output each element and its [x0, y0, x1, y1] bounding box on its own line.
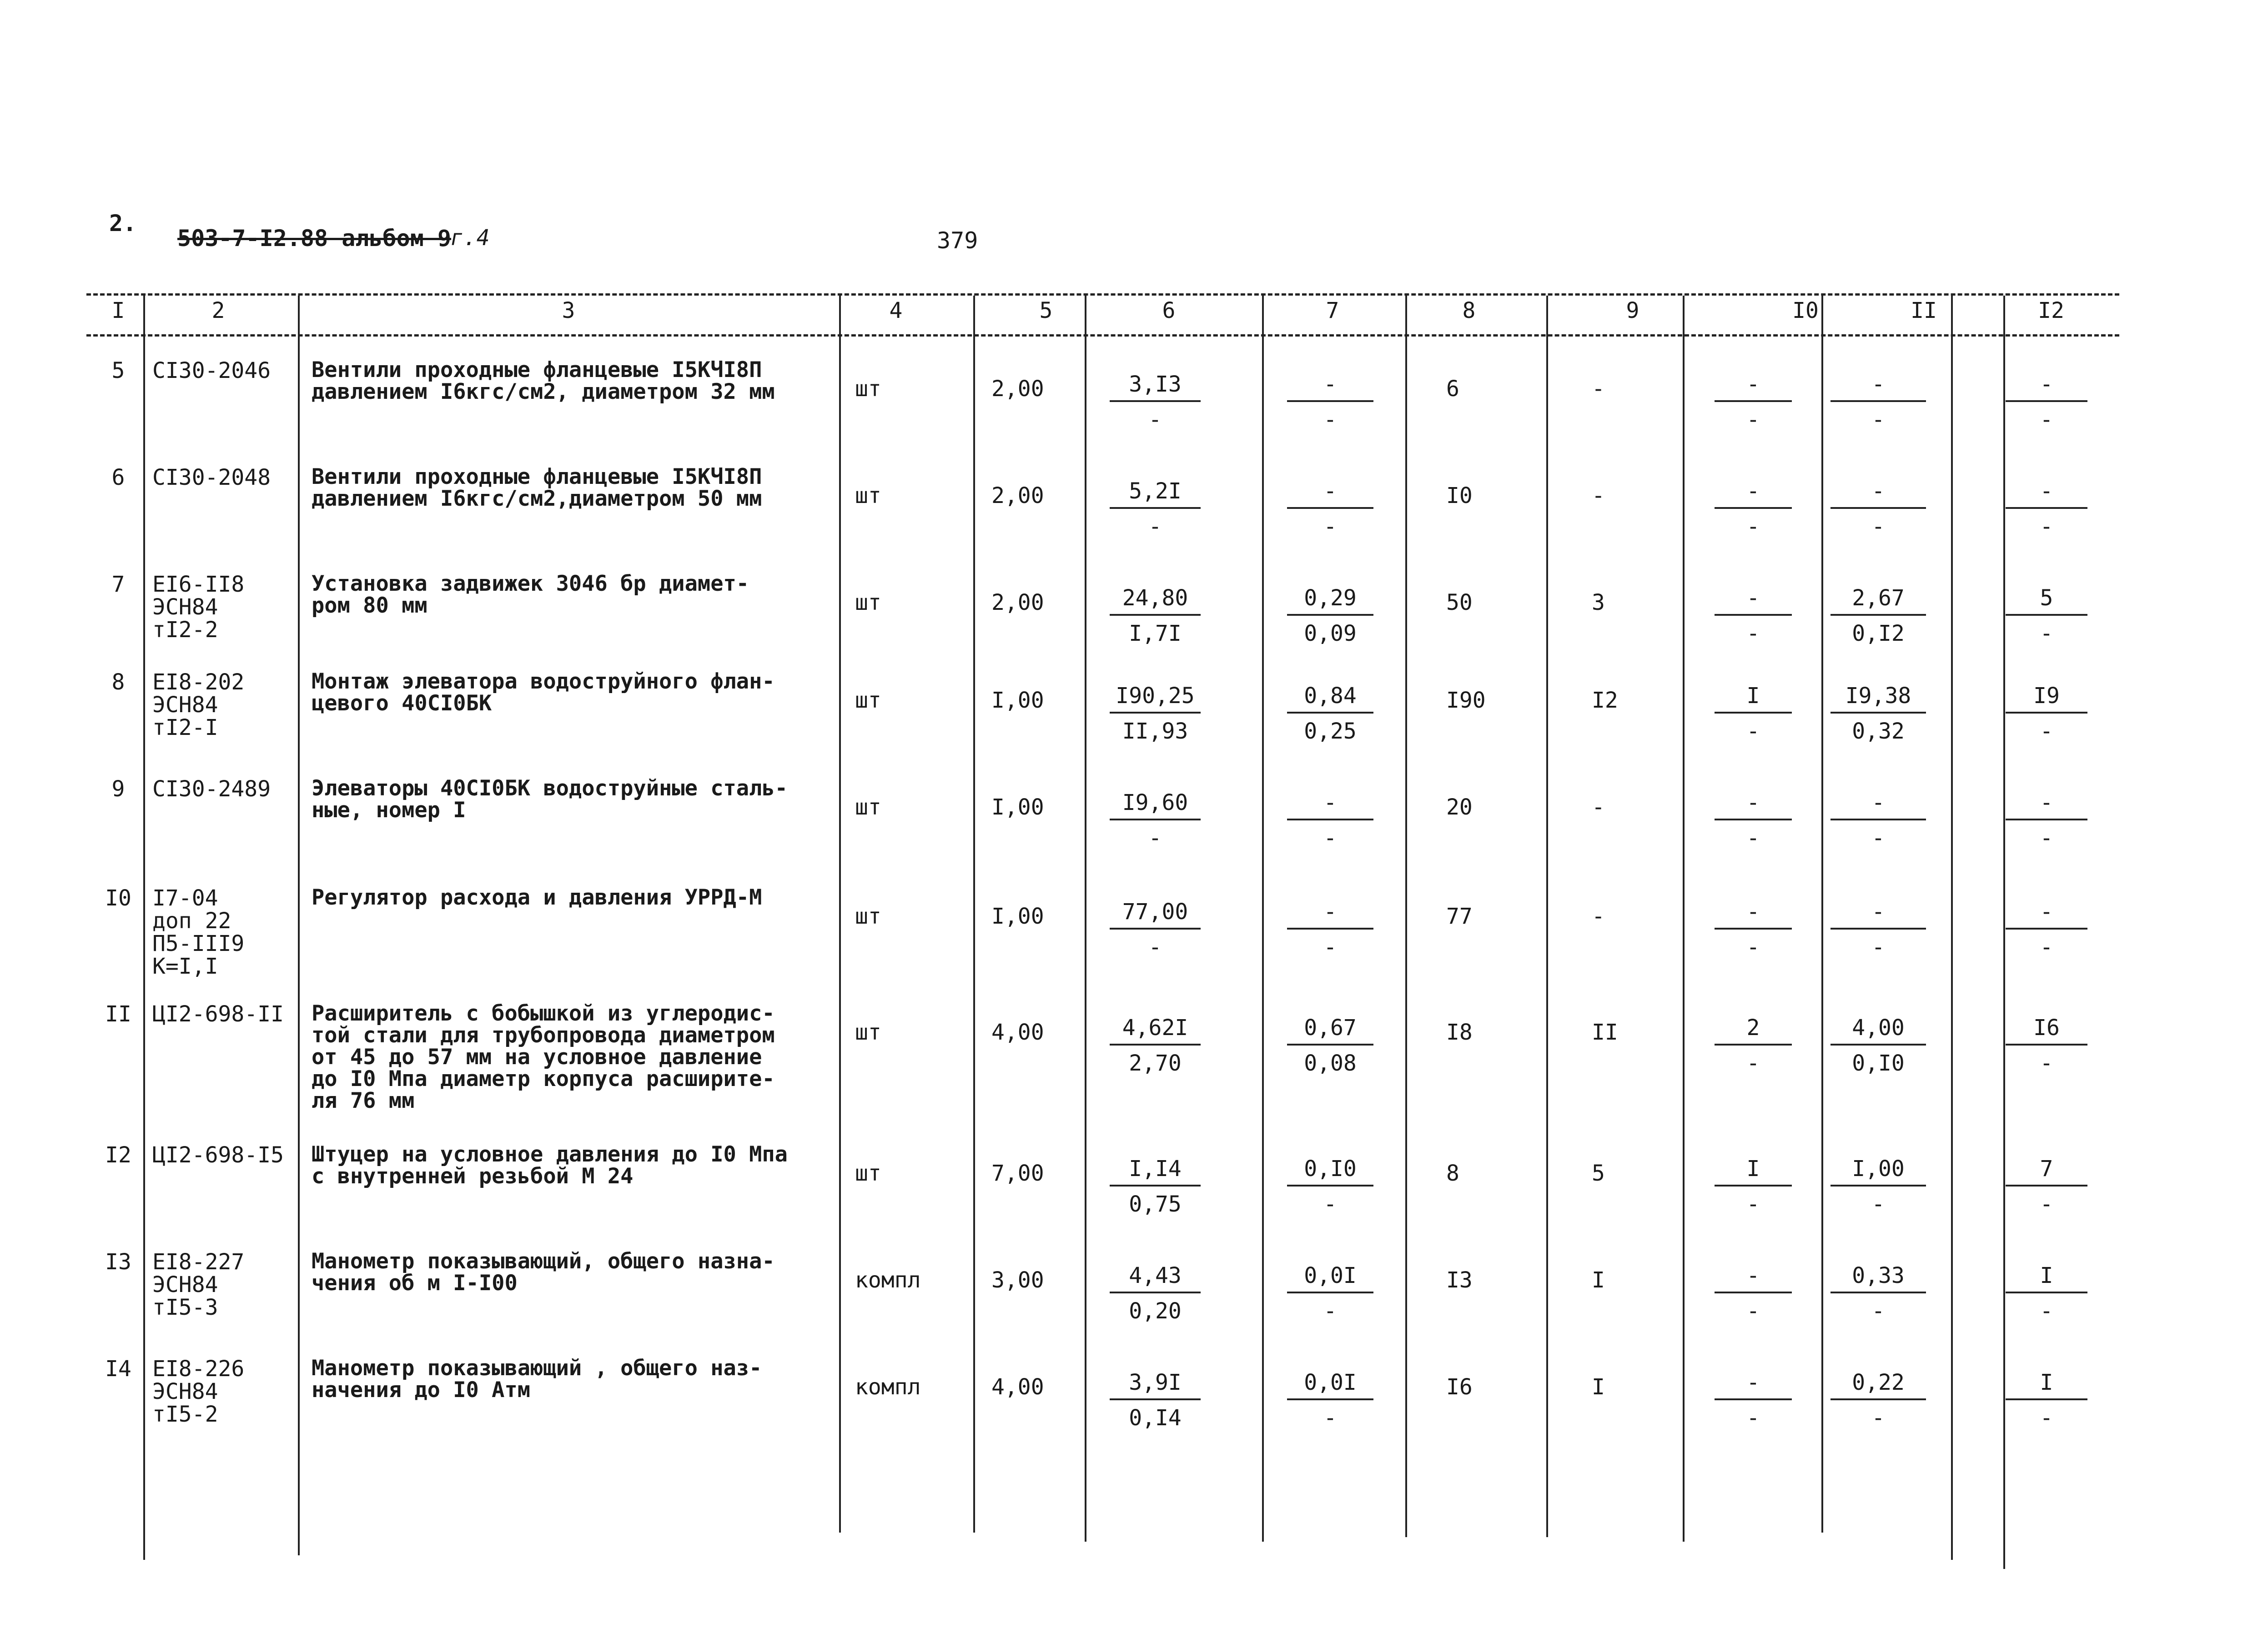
col11-value [1830, 587, 1926, 645]
row-description: Штуцер на условное давления до I0 Мпа с внутренней резьбой М 24 [312, 1142, 788, 1189]
row-description: Вентили проходные фланцевые I5КЧI8П давлением I6кгс/см2, диаметром 32 мм [312, 357, 775, 404]
row-number: 8 [111, 669, 125, 695]
col11-value-top: 0,33 [1830, 1264, 1926, 1293]
col12-value [2006, 373, 2087, 431]
col11-value-bottom: 0,I0 [1852, 1051, 1905, 1076]
row-number: I3 [105, 1249, 131, 1275]
header-top-rule [86, 293, 2119, 296]
col11-value-top: - [1830, 373, 1926, 402]
unit-of-measure: компл [855, 1267, 921, 1293]
col11-value-bottom: - [1871, 1192, 1885, 1217]
row-description: Элеваторы 40СI0БК водоструйные сталь- ные, номер I [312, 776, 788, 823]
col11-value [1830, 1157, 1926, 1216]
unit-of-measure: шт [855, 483, 881, 508]
col8-value: 8 [1446, 1161, 1459, 1186]
col10-value-bottom: - [1746, 1405, 1760, 1431]
col12-value-top: I9 [2006, 684, 2087, 714]
col-divider [143, 296, 145, 1560]
col6-value-top: 77,00 [1110, 900, 1201, 930]
unit-of-measure: шт [855, 794, 881, 820]
col7-value-bottom: - [1323, 1405, 1337, 1431]
unit-of-measure: шт [855, 1161, 881, 1186]
col6-value [1110, 1371, 1201, 1429]
col6-value [1110, 480, 1201, 538]
col6-value-top: I9,60 [1110, 791, 1201, 820]
col7-value-bottom: - [1323, 935, 1337, 960]
col11-value-top: - [1830, 900, 1926, 930]
col6-value [1110, 1264, 1201, 1322]
col8-value: 6 [1446, 376, 1459, 402]
quantity: 2,00 [991, 483, 1044, 508]
col11-value [1830, 373, 1926, 431]
col7-value [1287, 373, 1373, 431]
col6-value-bottom: I,7I [1129, 621, 1182, 646]
col6-value [1110, 1016, 1201, 1075]
col12-value-top: 7 [2006, 1157, 2087, 1186]
col12-value-bottom: - [2040, 935, 2053, 960]
col12-value-bottom: - [2040, 719, 2053, 744]
col10-value [1715, 684, 1792, 743]
quantity: 2,00 [991, 376, 1044, 402]
unit-of-measure: шт [855, 376, 881, 402]
col6-value-top: 4,62I [1110, 1016, 1201, 1046]
col11-value-bottom: - [1871, 825, 1885, 851]
col11-value [1830, 684, 1926, 743]
col12-value-bottom: - [2040, 825, 2053, 851]
col11-value [1830, 1264, 1926, 1322]
col6-value-bottom: - [1148, 935, 1162, 960]
quantity: I,00 [991, 688, 1044, 713]
col7-value-bottom: 0,09 [1304, 621, 1357, 646]
col9-value: - [1592, 794, 1605, 820]
row-description: Монтаж элеватора водоструйного флан- цевого 40СI0БК [312, 669, 775, 716]
col10-value-top: - [1715, 1264, 1792, 1293]
quantity: I,00 [991, 794, 1044, 820]
col-divider [1546, 296, 1548, 1537]
column-header: I [111, 298, 125, 323]
col10-value-top: - [1715, 587, 1792, 616]
col10-value-bottom: - [1746, 514, 1760, 539]
col10-value [1715, 1264, 1792, 1322]
quantity: 4,00 [991, 1374, 1044, 1400]
column-header: 9 [1626, 298, 1639, 323]
col-divider [1405, 296, 1407, 1537]
col12-value-bottom: - [2040, 407, 2053, 432]
col6-value-bottom: 0,I4 [1129, 1405, 1182, 1431]
col10-value-bottom: - [1746, 1051, 1760, 1076]
page-number: 379 [937, 227, 978, 254]
col-divider [1262, 296, 1264, 1542]
resource-code: EI6-II8 ЭСН84 тI2-2 [152, 572, 245, 643]
col11-value-bottom: - [1871, 407, 1885, 432]
resource-code: EI8-227 ЭСН84 тI5-3 [152, 1249, 245, 1320]
col6-value [1110, 373, 1201, 431]
col-divider [2003, 296, 2005, 1569]
row-number: II [105, 1001, 131, 1027]
col-divider [973, 296, 975, 1533]
col10-value [1715, 587, 1792, 645]
quantity: I,00 [991, 904, 1044, 929]
col11-value-bottom: - [1871, 935, 1885, 960]
col9-value: - [1592, 483, 1605, 508]
col7-value [1287, 1016, 1373, 1075]
column-header: 5 [1039, 298, 1053, 323]
column-header: I2 [2038, 298, 2064, 323]
col-divider [1951, 296, 1953, 1560]
col7-value-bottom: 0,08 [1304, 1051, 1357, 1076]
row-number: 6 [111, 465, 125, 490]
col12-value [2006, 480, 2087, 538]
col10-value [1715, 1371, 1792, 1429]
col12-value-bottom: - [2040, 1051, 2053, 1076]
col11-value-top: 2,67 [1830, 587, 1926, 616]
col12-value [2006, 1264, 2087, 1322]
col12-value [2006, 1371, 2087, 1429]
resource-code: CI30-2046 [152, 358, 271, 383]
col9-value: I2 [1592, 688, 1618, 713]
col10-value-top: - [1715, 373, 1792, 402]
row-number: 7 [111, 572, 125, 597]
col12-value-top: - [2006, 900, 2087, 930]
col12-value [2006, 587, 2087, 645]
row-description: Манометр показывающий, общего назна- чения об м I-I00 [312, 1249, 775, 1296]
col6-value-bottom: - [1148, 514, 1162, 539]
col10-value-top: I [1715, 684, 1792, 714]
col12-value-top: I6 [2006, 1016, 2087, 1046]
row-description: Расширитель с бобышкой из углеродис- той стали для трубопровода диаметром от 45 до 57 мм на условное давление до I0 Мпа диаметр корпуса расширите- ля 76 мм [312, 1001, 775, 1113]
resource-code: ЦI2-698-I5 [152, 1142, 284, 1168]
col7-value-top: - [1287, 480, 1373, 509]
handwritten-note: г.4 [450, 225, 490, 251]
resource-code: ЦI2-698-II [152, 1001, 284, 1027]
col12-value [2006, 900, 2087, 959]
quantity: 3,00 [991, 1267, 1044, 1293]
resource-code: CI30-2489 [152, 776, 271, 802]
col12-value-bottom: - [2040, 1405, 2053, 1431]
col12-value [2006, 1157, 2087, 1216]
col6-value-bottom: II,93 [1122, 719, 1188, 744]
resource-code: I7-04 доп 22 П5-III9 К=I,I [152, 885, 245, 979]
resource-code: EI8-226 ЭСН84 тI5-2 [152, 1356, 245, 1427]
col6-value [1110, 1157, 1201, 1216]
col9-value: 3 [1592, 590, 1605, 615]
col6-value-bottom: 2,70 [1129, 1051, 1182, 1076]
unit-of-measure: шт [855, 904, 881, 929]
col-divider [1683, 296, 1685, 1542]
column-header: 3 [562, 298, 575, 323]
col8-value: I0 [1446, 483, 1473, 508]
col11-value [1830, 480, 1926, 538]
quantity: 7,00 [991, 1161, 1044, 1186]
header-bottom-rule [86, 334, 2119, 337]
col11-value [1830, 791, 1926, 850]
col7-value-top: 0,0I [1287, 1264, 1373, 1293]
col11-value [1830, 900, 1926, 959]
row-number: 5 [111, 358, 125, 383]
col11-value-top: - [1830, 791, 1926, 820]
col7-value [1287, 1264, 1373, 1322]
col-divider [839, 296, 841, 1533]
col6-value [1110, 684, 1201, 743]
col9-value: 5 [1592, 1161, 1605, 1186]
col7-value [1287, 684, 1373, 743]
column-header: 8 [1462, 298, 1476, 323]
col6-value-bottom: 0,20 [1129, 1298, 1182, 1324]
row-number: I4 [105, 1356, 131, 1382]
column-header: II [1911, 298, 1937, 323]
col7-value-top: 0,29 [1287, 587, 1373, 616]
col6-value-bottom: 0,75 [1129, 1192, 1182, 1217]
col11-value-bottom: 0,I2 [1852, 621, 1905, 646]
col9-value: II [1592, 1020, 1618, 1045]
col10-value-top: I [1715, 1157, 1792, 1186]
row-description: Манометр показывающий , общего наз- начения до I0 Атм [312, 1356, 762, 1403]
col10-value [1715, 1157, 1792, 1216]
col7-value-top: - [1287, 791, 1373, 820]
col12-value [2006, 1016, 2087, 1075]
col6-value-top: 3,9I [1110, 1371, 1201, 1400]
col10-value-top: - [1715, 900, 1792, 930]
col10-value-top: - [1715, 1371, 1792, 1400]
col7-value-bottom: 0,25 [1304, 719, 1357, 744]
column-header: 6 [1162, 298, 1176, 323]
col9-value: - [1592, 376, 1605, 402]
col12-value-top: I [2006, 1264, 2087, 1293]
col11-value [1830, 1371, 1926, 1429]
column-header: I0 [1792, 298, 1819, 323]
col6-value-top: 4,43 [1110, 1264, 1201, 1293]
row-number: 9 [111, 776, 125, 802]
col10-value-bottom: - [1746, 935, 1760, 960]
col7-value-top: - [1287, 373, 1373, 402]
col7-value-top: - [1287, 900, 1373, 930]
row-number: I2 [105, 1142, 131, 1168]
col7-value-bottom: - [1323, 407, 1337, 432]
col8-value: 50 [1446, 590, 1473, 615]
col10-value [1715, 1016, 1792, 1075]
col11-value-top: - [1830, 480, 1926, 509]
col12-value-bottom: - [2040, 1298, 2053, 1324]
column-header: 7 [1326, 298, 1339, 323]
quantity: 2,00 [991, 590, 1044, 615]
resource-code: CI30-2048 [152, 465, 271, 490]
col10-value-bottom: - [1746, 1298, 1760, 1324]
col7-value [1287, 480, 1373, 538]
col8-value: I3 [1446, 1267, 1473, 1293]
col-divider [1821, 296, 1823, 1533]
col12-value-bottom: - [2040, 1192, 2053, 1217]
col9-value: I [1592, 1374, 1605, 1400]
col7-value [1287, 1371, 1373, 1429]
row-description: Регулятор расхода и давления УРРД-М [312, 885, 762, 910]
col10-value [1715, 480, 1792, 538]
col8-value: I90 [1446, 688, 1486, 713]
col-divider [1085, 296, 1086, 1542]
col11-value-top: I9,38 [1830, 684, 1926, 714]
unit-of-measure: шт [855, 590, 881, 615]
col11-value-bottom: 0,32 [1852, 719, 1905, 744]
col7-value [1287, 791, 1373, 850]
row-number: I0 [105, 885, 131, 911]
col10-value-bottom: - [1746, 407, 1760, 432]
col-divider [298, 296, 300, 1555]
col10-value-bottom: - [1746, 719, 1760, 744]
col9-value: I [1592, 1267, 1605, 1293]
col10-value [1715, 791, 1792, 850]
col10-value-top: 2 [1715, 1016, 1792, 1046]
col11-value-bottom: - [1871, 514, 1885, 539]
col7-value-bottom: - [1323, 1192, 1337, 1217]
col9-value: - [1592, 904, 1605, 929]
unit-of-measure: шт [855, 688, 881, 713]
col7-value [1287, 587, 1373, 645]
col7-value [1287, 1157, 1373, 1216]
col12-value-bottom: - [2040, 514, 2053, 539]
col7-value [1287, 900, 1373, 959]
col12-value-top: 5 [2006, 587, 2087, 616]
col12-value-top: - [2006, 791, 2087, 820]
col12-value-bottom: - [2040, 621, 2053, 646]
col6-value-top: 24,80 [1110, 587, 1201, 616]
col6-value-top: 3,I3 [1110, 373, 1201, 402]
col6-value-top: I,I4 [1110, 1157, 1201, 1186]
unit-of-measure: шт [855, 1020, 881, 1045]
col11-value-top: 0,22 [1830, 1371, 1926, 1400]
col11-value-top: 4,00 [1830, 1016, 1926, 1046]
column-header: 4 [889, 298, 903, 323]
col6-value-bottom: - [1148, 825, 1162, 851]
col10-value-bottom: - [1746, 1192, 1760, 1217]
row-description: Установка задвижек 3046 бр диамет- ром 80 мм [312, 571, 749, 618]
col11-value-bottom: - [1871, 1405, 1885, 1431]
col10-value-bottom: - [1746, 621, 1760, 646]
col8-value: I6 [1446, 1374, 1473, 1400]
col7-value-bottom: - [1323, 514, 1337, 539]
col11-value-bottom: - [1871, 1298, 1885, 1324]
col10-value [1715, 900, 1792, 959]
col12-value [2006, 684, 2087, 743]
col10-value-bottom: - [1746, 825, 1760, 851]
col6-value [1110, 791, 1201, 850]
col10-value [1715, 373, 1792, 431]
col12-value-top: - [2006, 373, 2087, 402]
col6-value [1110, 900, 1201, 959]
unit-of-measure: компл [855, 1374, 921, 1400]
col7-value-top: 0,I0 [1287, 1157, 1373, 1186]
resource-code: EI8-202 ЭСН84 тI2-I [152, 669, 245, 740]
col11-value-top: I,00 [1830, 1157, 1926, 1186]
column-header: 2 [211, 298, 225, 323]
col7-value-top: 0,0I [1287, 1371, 1373, 1400]
col6-value-top: 5,2I [1110, 480, 1201, 509]
col8-value: 77 [1446, 904, 1473, 929]
col8-value: I8 [1446, 1020, 1473, 1045]
col7-value-bottom: - [1323, 1298, 1337, 1324]
col6-value [1110, 587, 1201, 645]
col8-value: 20 [1446, 794, 1473, 820]
document-reference: 503-7-I2.88 альбом 9 [177, 225, 452, 251]
quantity: 4,00 [991, 1020, 1044, 1045]
col12-value-top: I [2006, 1371, 2087, 1400]
col12-value [2006, 791, 2087, 850]
col11-value [1830, 1016, 1926, 1075]
col10-value-top: - [1715, 480, 1792, 509]
col10-value-top: - [1715, 791, 1792, 820]
row-description: Вентили проходные фланцевые I5КЧI8П давлением I6кгс/см2,диаметром 50 мм [312, 464, 762, 511]
col6-value-bottom: - [1148, 407, 1162, 432]
col7-value-top: 0,84 [1287, 684, 1373, 714]
col6-value-top: I90,25 [1110, 684, 1201, 714]
col7-value-top: 0,67 [1287, 1016, 1373, 1046]
section-mark: 2. [109, 210, 137, 236]
col7-value-bottom: - [1323, 825, 1337, 851]
col12-value-top: - [2006, 480, 2087, 509]
